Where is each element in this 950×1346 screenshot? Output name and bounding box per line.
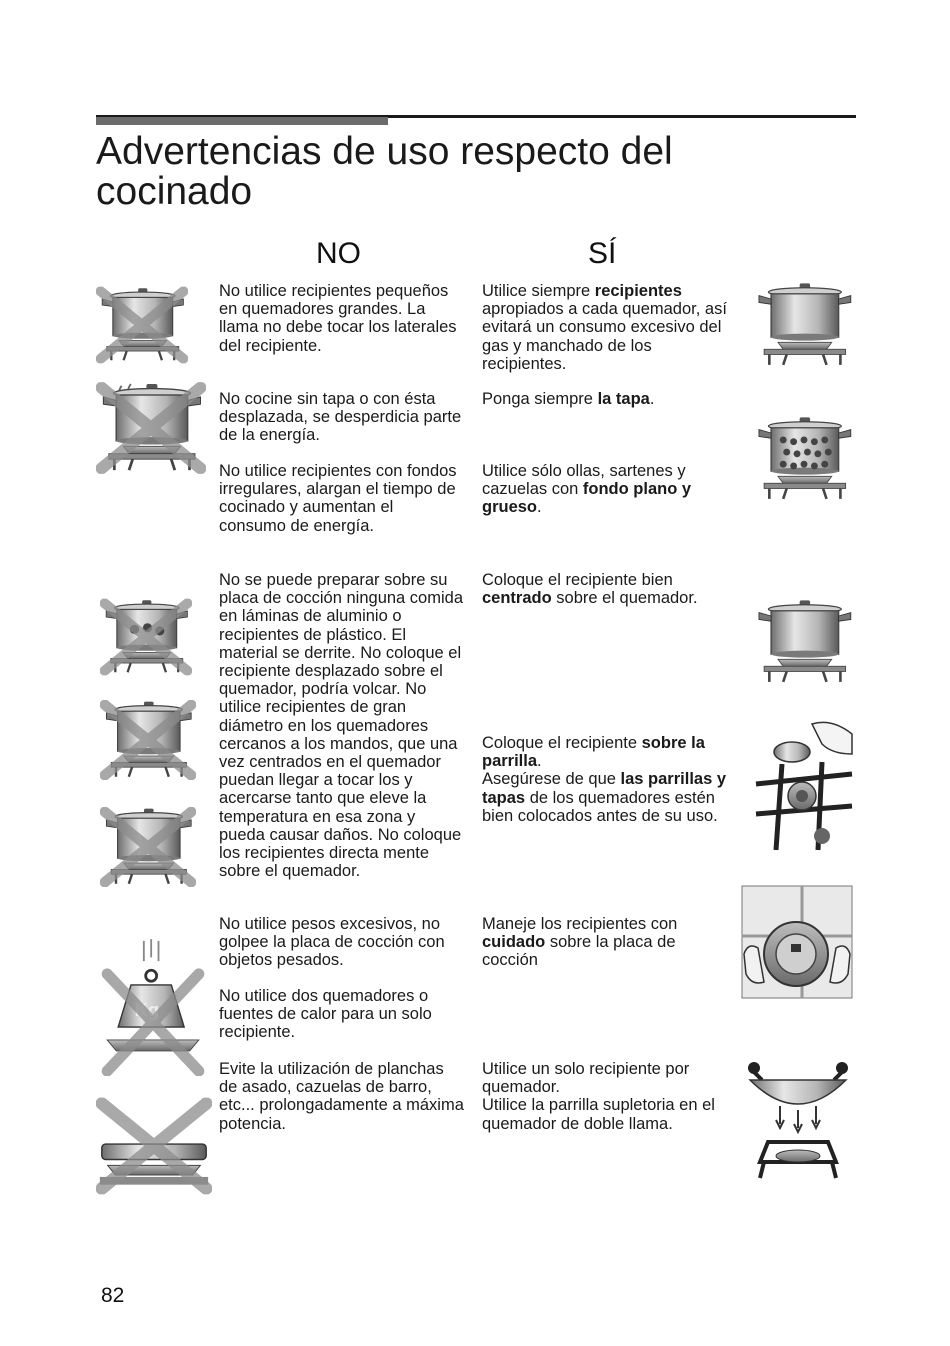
no-item-small-pot: No utilice recipientes pequeños en quemadores grandes. La llama no debe tocar los laterales del recipiente. [219,282,457,355]
wok-with-ring-icon [740,1058,856,1182]
no-item-irregular-bottom: No utilice recipientes con fondos irregulares, alargan el tiempo de cocinado y aumentan el consumo de energía. [219,462,457,535]
column-heading-si: SÍ [588,237,617,270]
no-item-no-lid: No cocine sin tapa o con ésta desplazada, se desperdicia parte de la energía. [219,390,462,445]
griddle-two-burners-icon [96,1094,212,1198]
page-title [96,132,816,212]
column-heading-no: NO [316,237,361,270]
small-pot-large-burner-icon [96,276,188,374]
offset-pot-icon [100,692,196,788]
no-item-two-burners: No utilice dos quemadores o fuentes de calor para un solo recipiente. [219,987,432,1042]
si-item-centered: Coloque el recipiente bien centrado sobre el quemador. [482,571,698,608]
correct-pot-size-icon [752,276,856,374]
page-number: 82 [101,1284,125,1307]
no-item-griddles: Evite la utilización de planchas de asado, cazuelas de barro, etc... prolongadamente a máxima potencia. [219,1060,464,1133]
heavy-weight-icon [98,936,208,1076]
pot-with-lid-icon [752,410,856,508]
header-rule-accent [96,117,388,125]
si-item-on-grate: Coloque el recipiente sobre la parrilla. Asegúrese de que las parrillas y tapas de los quemadores estén bien colocados antes de su uso. [482,734,727,825]
foil-plastic-container-icon [100,588,192,686]
si-item-flat-bottom: Utilice sólo ollas, sartenes y cazuelas con fondo plano y grueso. [482,462,692,517]
pot-without-lid-icon [96,372,206,484]
si-item-lid: Ponga siempre la tapa. [482,390,655,408]
no-item-aluminium-plastic: No se puede preparar sobre su placa de cocción ninguna comida en láminas de aluminio o recipientes de plástico. El material se derrite. No coloque el recipiente desplazado sobre el quemador, podría volcar. No utilice recipientes de gran diámetro en los quemadores cercanos a los mandos, que una vez centrados en el quemador puedan llegar a tocar los y acercarse tanto que eleve la temperatura en esa zona y pueda causar daños. No coloque los recipientes directa mente sobre el quemador. [219,571,463,881]
si-item-careful: Maneje los recipientes con cuidado sobre la placa de cocción [482,915,678,970]
si-item-right-pot: Utilice siempre recipientes apropiados a cada quemador, así evitará un consumo excesivo del gas y manchado de los recipientes. [482,282,727,373]
si-item-one-pot: Utilice un solo recipiente por quemador. Utilice la parrilla supletoria en el quemador de doble llama. [482,1060,715,1133]
handle-with-care-icon [738,882,856,1002]
page-title-line2: cocinado [96,170,253,213]
centered-pot-icon [752,590,856,694]
no-item-heavy-weights: No utilice pesos excesivos, no golpee la placa de cocción con objetos pesados. [219,915,445,970]
page-title-line1: Advertencias de uso respecto del [96,130,673,173]
pot-directly-on-burner-icon [100,798,196,896]
pot-on-grate-icon [752,714,856,852]
